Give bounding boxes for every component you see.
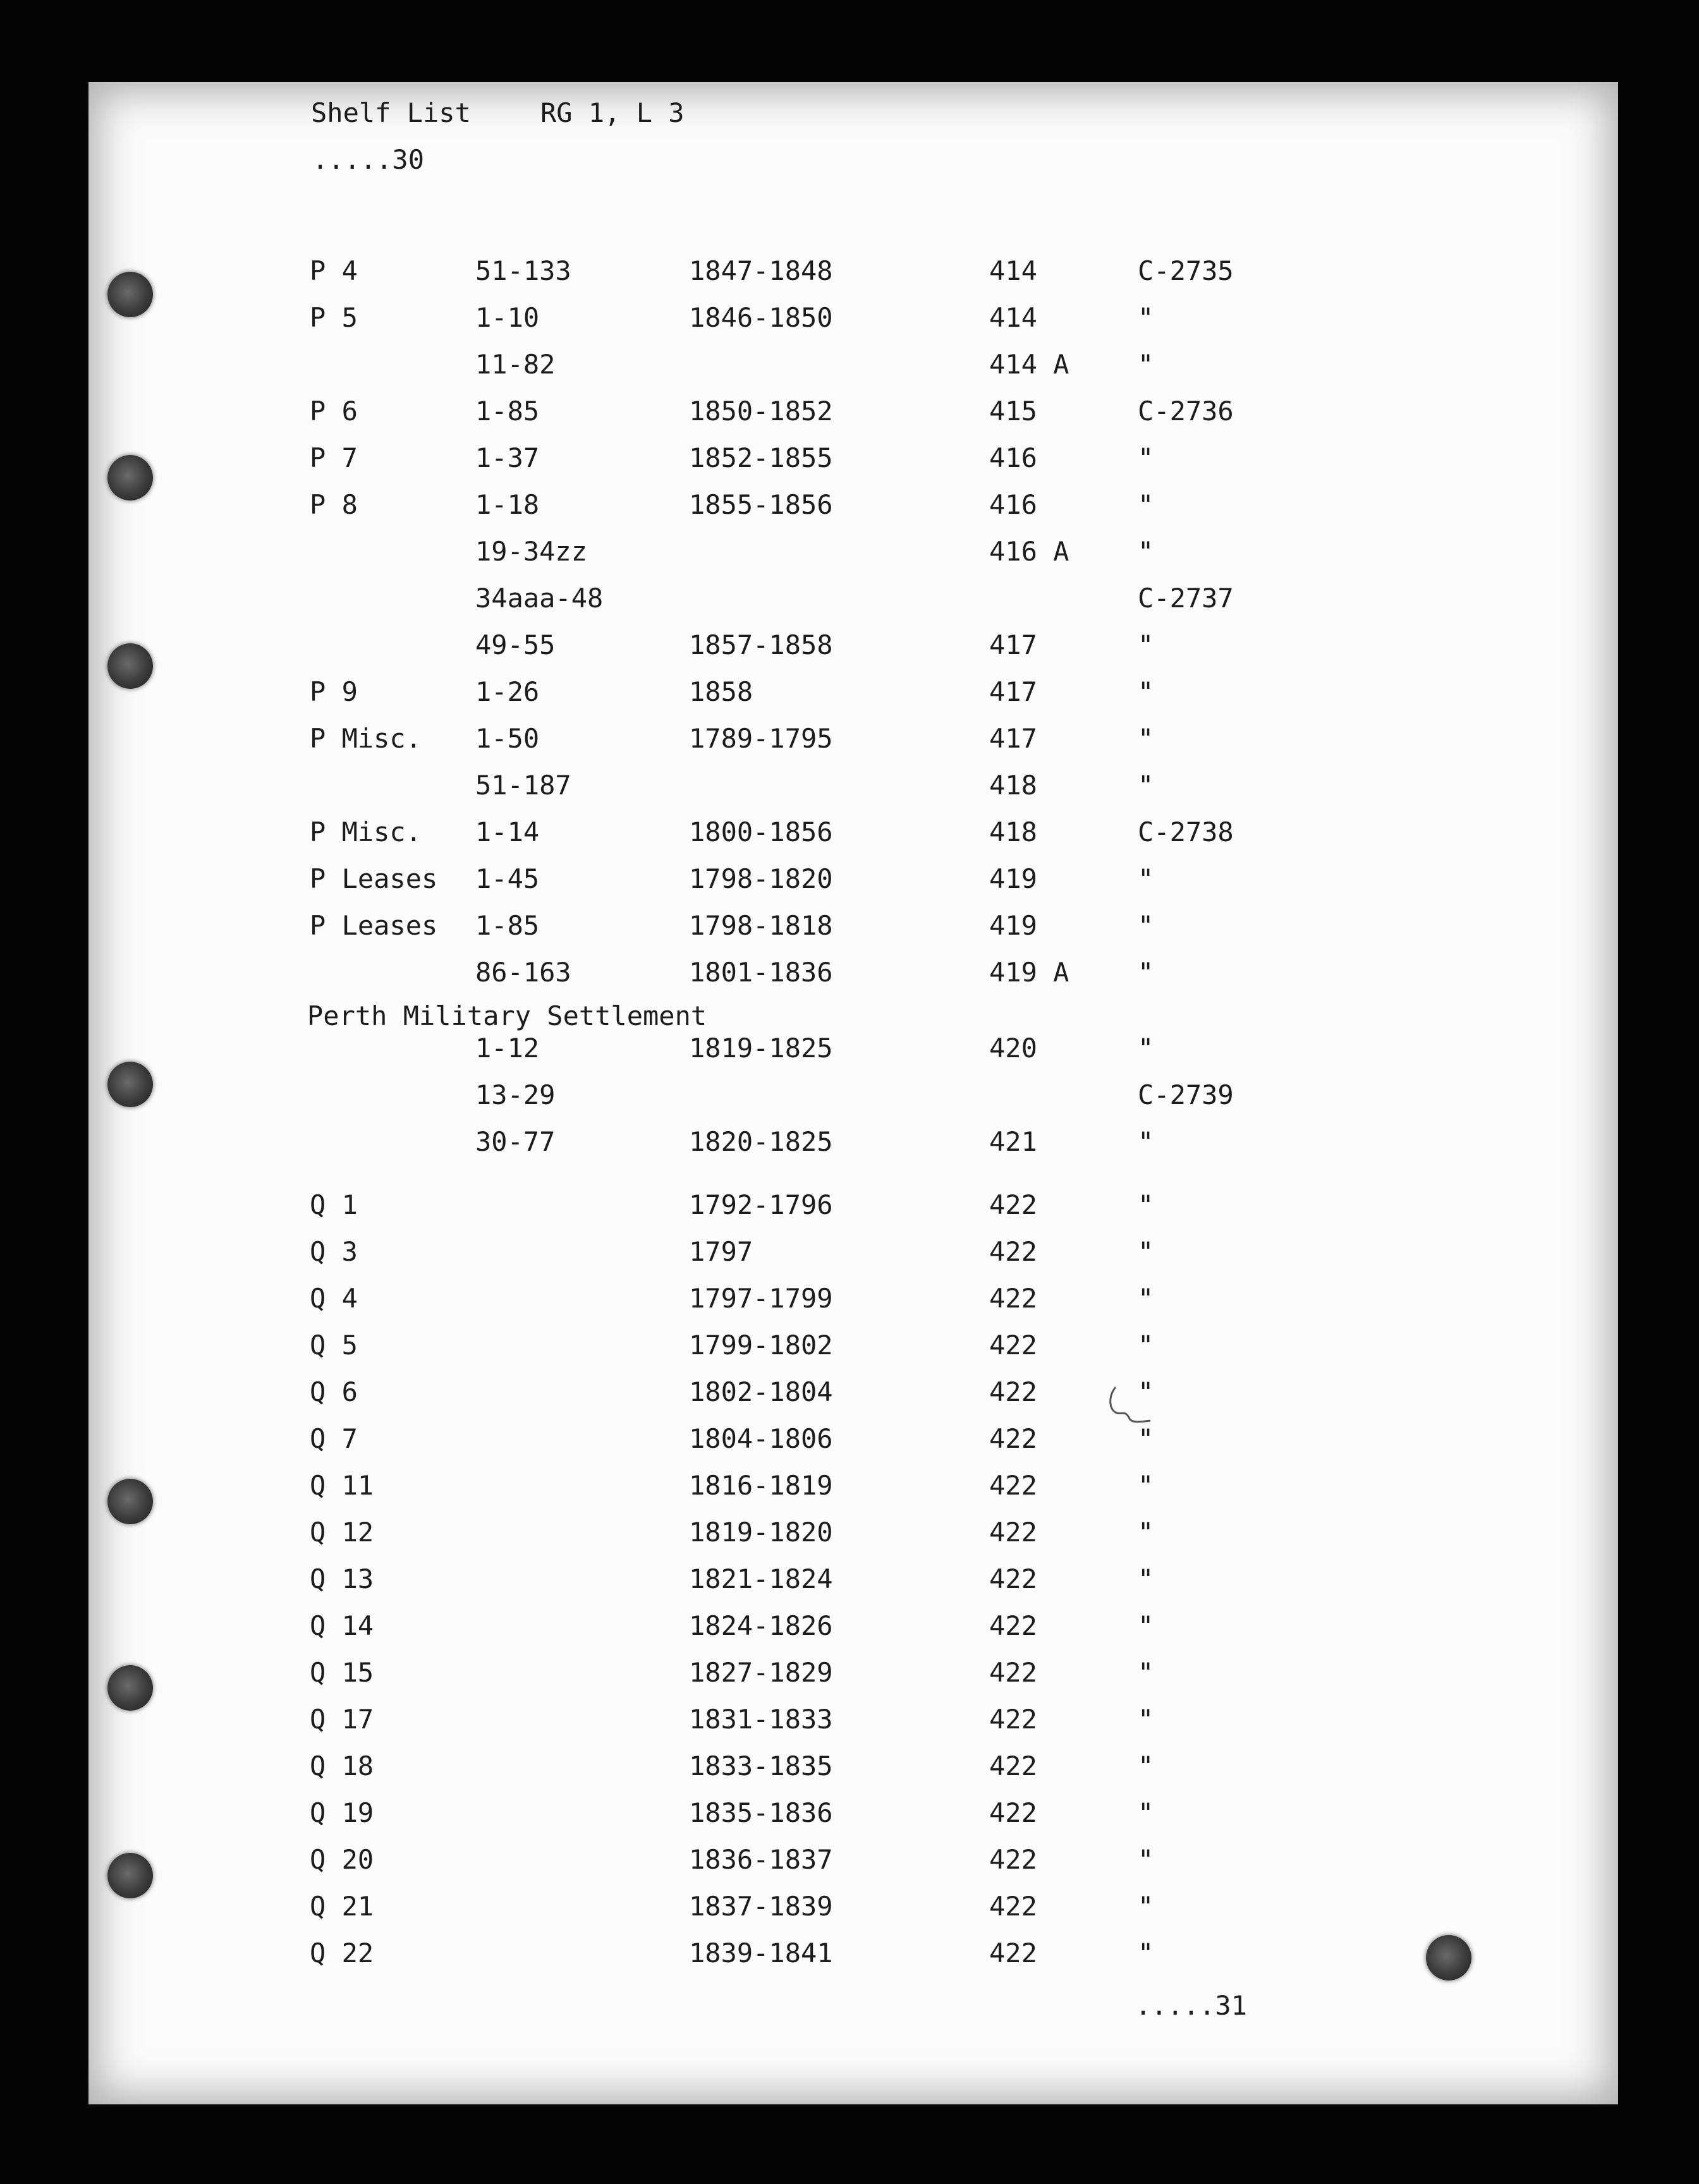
- file-cell: P 9: [310, 676, 358, 707]
- table-row: [0, 1610, 1699, 1644]
- dates-cell: 1824-1826: [689, 1610, 833, 1641]
- table-row: [0, 1189, 1699, 1223]
- volume-cell: 416: [989, 442, 1037, 473]
- table-row: [0, 398, 1699, 430]
- reel-cell: ": [1138, 1657, 1154, 1688]
- dates-cell: 1819-1825: [689, 1033, 833, 1064]
- table-row: [0, 1079, 1699, 1113]
- reel-cell: C-2737: [1138, 583, 1234, 614]
- reel-cell: ": [1138, 1330, 1154, 1361]
- volume-cell: 422: [989, 1938, 1037, 1969]
- reel-cell: ": [1138, 1797, 1154, 1828]
- volume-cell: 422: [989, 1517, 1037, 1548]
- dates-cell: 1802-1804: [689, 1376, 833, 1407]
- volume-cell: 422: [989, 1470, 1037, 1501]
- reel-cell: ": [1138, 1844, 1154, 1875]
- table-row: [0, 1797, 1699, 1831]
- reel-cell: ": [1138, 1236, 1154, 1267]
- table-row: [0, 1472, 1699, 1504]
- file-cell: Q 5: [310, 1330, 358, 1361]
- table-row: [0, 1940, 1699, 1972]
- table-row: [0, 1893, 1699, 1925]
- dates-cell: 1827-1829: [689, 1657, 833, 1688]
- reel-cell: ": [1138, 1033, 1154, 1064]
- table-row: [0, 1236, 1699, 1270]
- table-row: [0, 1519, 1699, 1551]
- handwritten-tick-mark: [1097, 1384, 1160, 1441]
- table-row: [0, 629, 1699, 664]
- dates-cell: 1820-1825: [689, 1126, 833, 1157]
- table-row: [0, 1563, 1699, 1598]
- volume-cell: 422: [989, 1657, 1037, 1688]
- table-row: [0, 1750, 1699, 1785]
- dates-cell: 1797: [689, 1236, 753, 1267]
- dates-cell: 1855-1856: [689, 489, 833, 520]
- reel-cell: ": [1138, 910, 1154, 941]
- file-cell: Q 1: [310, 1189, 358, 1220]
- volume-cell: 422: [989, 1236, 1037, 1267]
- dates-cell: 1847-1848: [689, 255, 833, 286]
- volume-cell: 418: [989, 770, 1037, 801]
- file-cell: P Leases: [310, 863, 438, 894]
- dates-cell: 1839-1841: [689, 1938, 833, 1969]
- volume-cell: 419 A: [989, 957, 1069, 988]
- dates-cell: 1858: [689, 676, 753, 707]
- volume-cell: 421: [989, 1126, 1037, 1157]
- file-cell: P Leases: [310, 910, 438, 941]
- table-row: [0, 676, 1699, 710]
- volume-cell: 422: [989, 1563, 1037, 1594]
- table-row: [0, 1332, 1699, 1364]
- volume-cell: 422: [989, 1704, 1037, 1735]
- volume-cell: 414: [989, 302, 1037, 333]
- dates-cell: 1821-1824: [689, 1563, 833, 1594]
- table-row: [0, 1285, 1699, 1317]
- file-cell: Q 22: [310, 1938, 374, 1969]
- file-cell: Q 19: [310, 1797, 374, 1828]
- reel-cell: ": [1138, 1376, 1154, 1407]
- table-row: [0, 1035, 1699, 1067]
- volume-cell: 416: [989, 489, 1037, 520]
- table-row: [0, 816, 1699, 851]
- reel-cell: ": [1138, 1517, 1154, 1548]
- file-cell: P 7: [310, 442, 358, 473]
- table-row: [0, 1423, 1699, 1457]
- table-row: [0, 255, 1699, 289]
- file-cell: Q 14: [310, 1610, 374, 1641]
- items-cell: 1-26: [475, 676, 540, 707]
- page-title: Shelf List: [311, 97, 471, 128]
- dates-cell: 1857-1858: [689, 629, 833, 660]
- dates-cell: 1804-1806: [689, 1423, 833, 1454]
- volume-cell: 422: [989, 1423, 1037, 1454]
- items-cell: 1-50: [475, 723, 540, 754]
- reel-cell: ": [1138, 1750, 1154, 1781]
- items-cell: 1-85: [475, 396, 540, 427]
- reel-cell: C-2736: [1138, 396, 1234, 427]
- table-row: [0, 585, 1699, 617]
- volume-cell: 422: [989, 1891, 1037, 1922]
- dates-cell: 1852-1855: [689, 442, 833, 473]
- items-cell: 13-29: [475, 1079, 556, 1110]
- reel-cell: C-2735: [1138, 255, 1234, 286]
- items-cell: 19-34zz: [475, 536, 588, 567]
- table-row: [0, 302, 1699, 336]
- items-cell: 1-37: [475, 442, 540, 473]
- dates-cell: 1799-1802: [689, 1330, 833, 1361]
- items-cell: 1-18: [475, 489, 540, 520]
- file-cell: Q 21: [310, 1891, 374, 1922]
- continued-from-marker: .....30: [312, 144, 425, 175]
- volume-cell: 422: [989, 1330, 1037, 1361]
- dates-cell: 1835-1836: [689, 1797, 833, 1828]
- items-cell: 86-163: [475, 957, 571, 988]
- table-row: [0, 1376, 1699, 1410]
- table-row: [0, 538, 1699, 570]
- reel-cell: ": [1138, 629, 1154, 660]
- reel-cell: ": [1138, 863, 1154, 894]
- table-row: [0, 910, 1699, 944]
- dates-cell: 1833-1835: [689, 1750, 833, 1781]
- volume-cell: 414: [989, 255, 1037, 286]
- table-row: [0, 489, 1699, 523]
- items-cell: 11-82: [475, 349, 556, 380]
- reel-cell: C-2738: [1138, 816, 1234, 847]
- file-cell: Q 7: [310, 1423, 358, 1454]
- reel-cell: ": [1138, 1704, 1154, 1735]
- volume-cell: 416 A: [989, 536, 1069, 567]
- items-cell: 51-133: [475, 255, 571, 286]
- volume-cell: 420: [989, 1033, 1037, 1064]
- file-cell: P 5: [310, 302, 358, 333]
- reel-cell: ": [1138, 349, 1154, 380]
- file-cell: Q 13: [310, 1563, 374, 1594]
- reel-cell: ": [1138, 1563, 1154, 1594]
- volume-cell: 418: [989, 816, 1037, 847]
- volume-cell: 417: [989, 629, 1037, 660]
- items-cell: 1-12: [475, 1033, 540, 1064]
- reel-cell: ": [1138, 1470, 1154, 1501]
- volume-cell: 415: [989, 396, 1037, 427]
- dates-cell: 1797-1799: [689, 1283, 833, 1314]
- reel-cell: ": [1138, 1938, 1154, 1969]
- reel-cell: ": [1138, 1283, 1154, 1314]
- reel-cell: ": [1138, 442, 1154, 473]
- items-cell: 34aaa-48: [475, 583, 604, 614]
- table-row: [0, 1126, 1699, 1160]
- reel-cell: ": [1138, 1423, 1154, 1454]
- dates-cell: 1819-1820: [689, 1517, 833, 1548]
- reel-cell: C-2739: [1138, 1079, 1234, 1110]
- table-row: [0, 1844, 1699, 1878]
- file-cell: Q 15: [310, 1657, 374, 1688]
- dates-cell: 1801-1836: [689, 957, 833, 988]
- items-cell: 30-77: [475, 1126, 556, 1157]
- volume-cell: 422: [989, 1283, 1037, 1314]
- table-row: [0, 725, 1699, 757]
- dates-cell: 1798-1818: [689, 910, 833, 941]
- reel-cell: ": [1138, 1891, 1154, 1922]
- volume-cell: 422: [989, 1844, 1037, 1875]
- volume-cell: 419: [989, 863, 1037, 894]
- record-group-reference: RG 1, L 3: [540, 97, 685, 128]
- file-cell: Q 18: [310, 1750, 374, 1781]
- items-cell: 1-45: [475, 863, 540, 894]
- table-row: [0, 1659, 1699, 1691]
- file-cell: P 4: [310, 255, 358, 286]
- reel-cell: ": [1138, 1610, 1154, 1641]
- volume-cell: 422: [989, 1797, 1037, 1828]
- dates-cell: 1836-1837: [689, 1844, 833, 1875]
- continued-on-marker: .....31: [1135, 1990, 1248, 2021]
- dates-cell: 1792-1796: [689, 1189, 833, 1220]
- file-cell: P 6: [310, 396, 358, 427]
- volume-cell: 422: [989, 1376, 1037, 1407]
- reel-cell: ": [1138, 957, 1154, 988]
- table-row: [0, 959, 1699, 991]
- volume-cell: 422: [989, 1189, 1037, 1220]
- volume-cell: 417: [989, 676, 1037, 707]
- volume-cell: 419: [989, 910, 1037, 941]
- dates-cell: 1816-1819: [689, 1470, 833, 1501]
- file-cell: Q 12: [310, 1517, 374, 1548]
- file-cell: P Misc.: [310, 816, 422, 847]
- table-row: [0, 1706, 1699, 1738]
- reel-cell: ": [1138, 723, 1154, 754]
- reel-cell: ": [1138, 302, 1154, 333]
- file-cell: P Misc.: [310, 723, 422, 754]
- dates-cell: 1789-1795: [689, 723, 833, 754]
- table-row: [0, 351, 1699, 383]
- file-cell: Q 17: [310, 1704, 374, 1735]
- file-cell: Q 3: [310, 1236, 358, 1267]
- file-cell: Q 4: [310, 1283, 358, 1314]
- reel-cell: ": [1138, 676, 1154, 707]
- items-cell: 1-10: [475, 302, 540, 333]
- table-row: [0, 772, 1699, 804]
- table-row: [0, 442, 1699, 476]
- volume-cell: 417: [989, 723, 1037, 754]
- table-row: [0, 863, 1699, 897]
- reel-cell: ": [1138, 536, 1154, 567]
- dates-cell: 1831-1833: [689, 1704, 833, 1735]
- volume-cell: 422: [989, 1610, 1037, 1641]
- file-cell: P 8: [310, 489, 358, 520]
- dates-cell: 1837-1839: [689, 1891, 833, 1922]
- items-cell: 1-14: [475, 816, 540, 847]
- dates-cell: 1846-1850: [689, 302, 833, 333]
- items-cell: 49-55: [475, 629, 556, 660]
- file-cell: Q 20: [310, 1844, 374, 1875]
- volume-cell: 414 A: [989, 349, 1069, 380]
- section-title: Perth Military Settlement: [307, 1000, 707, 1031]
- items-cell: 51-187: [475, 770, 571, 801]
- file-cell: Q 6: [310, 1376, 358, 1407]
- dates-cell: 1800-1856: [689, 816, 833, 847]
- volume-cell: 422: [989, 1750, 1037, 1781]
- reel-cell: ": [1138, 489, 1154, 520]
- items-cell: 1-85: [475, 910, 540, 941]
- dates-cell: 1850-1852: [689, 396, 833, 427]
- file-cell: Q 11: [310, 1470, 374, 1501]
- reel-cell: ": [1138, 1126, 1154, 1157]
- reel-cell: ": [1138, 770, 1154, 801]
- reel-cell: ": [1138, 1189, 1154, 1220]
- dates-cell: 1798-1820: [689, 863, 833, 894]
